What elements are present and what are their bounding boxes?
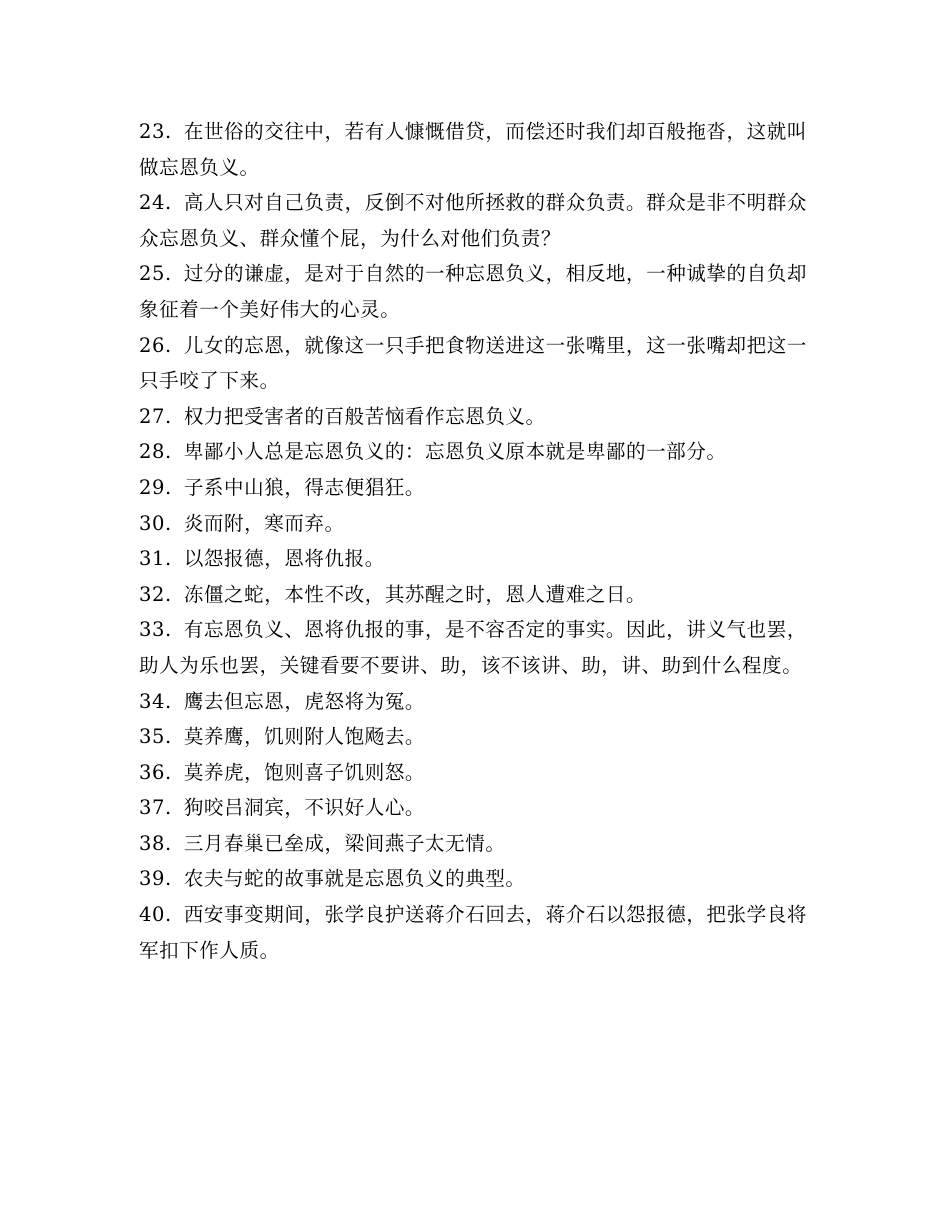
item-number: 36. [139, 760, 172, 784]
item-text: 权力把受害者的百般苦恼看作忘恩负义。 [183, 404, 546, 428]
item-number: 37. [139, 796, 172, 820]
item-number: 34. [139, 689, 172, 713]
item-text: 西安事变期间，张学良护送蒋介石回去，蒋介石以怨报德，把张学良将军扣下作人质。 [139, 903, 807, 962]
list-item [139, 185, 815, 256]
item-text: 农夫与蛇的故事就是忘恩负义的典型。 [183, 867, 526, 891]
item-number: 33. [139, 618, 172, 642]
item-text: 炎而附，寒而弃。 [183, 511, 345, 535]
item-text: 以怨报德，恩将仇报。 [183, 547, 385, 571]
item-text: 莫养鹰，饥则附人饱飏去。 [183, 725, 426, 749]
list-item [139, 755, 815, 791]
item-number: 32. [139, 582, 172, 606]
item-number: 39. [139, 867, 172, 891]
item-number: 35. [139, 725, 172, 749]
list-item [139, 897, 815, 968]
item-text: 鹰去但忘恩，虎怒将为冤。 [183, 689, 426, 713]
list-item [139, 541, 815, 577]
item-text: 冻僵之蛇，本性不改，其苏醒之时，恩人遭难之日。 [183, 582, 647, 606]
item-text: 莫养虎，饱则喜子饥则怒。 [183, 760, 426, 784]
item-number: 25. [139, 262, 172, 286]
list-item [139, 256, 815, 327]
list-item [139, 719, 815, 755]
item-number: 28. [139, 440, 172, 464]
list-item [139, 861, 815, 897]
item-text: 过分的谦虚，是对于自然的一种忘恩负义，相反地，一种诚挚的自负却象征着一个美好伟大的心灵。 [139, 262, 807, 321]
list-item [139, 506, 815, 542]
item-text: 三月春巢已垒成，梁间燕子太无情。 [183, 831, 506, 855]
item-text: 有忘恩负义、恩将仇报的事，是不容否定的事实。因此，讲义气也罢，助人为乐也罢，关键看要不要讲、助，该不该讲、助，讲、助到什么程度。 [139, 618, 807, 677]
quote-list [139, 114, 815, 968]
list-item [139, 114, 815, 185]
item-number: 23. [139, 120, 172, 143]
item-number: 29. [139, 475, 172, 499]
item-text: 儿女的忘恩，就像这一只手把食物送进这一张嘴里，这一张嘴却把这一只手咬了下来。 [139, 333, 807, 393]
item-number: 31. [139, 547, 172, 571]
list-item [139, 399, 815, 435]
item-text: 狗咬吕洞宾，不识好人心。 [183, 796, 426, 820]
item-text: 高人只对自己负责，反倒不对他所拯救的群众负责。群众是非不明群众众忘恩负义、群众懂个屁，为什么对他们负责？ [139, 191, 807, 250]
list-item [139, 790, 815, 826]
item-number: 40. [139, 903, 172, 927]
item-text: 子系中山狼，得志便猖狂。 [183, 475, 426, 499]
item-text: 在世俗的交往中，若有人慷慨借贷，而偿还时我们却百般拖沓，这就叫做忘恩负义。 [139, 120, 807, 179]
list-item [139, 826, 815, 862]
list-item [139, 434, 815, 470]
list-item [139, 577, 815, 613]
item-text: 卑鄙小人总是忘恩负义的：忘恩负义原本就是卑鄙的一部分。 [183, 440, 727, 464]
item-number: 24. [139, 191, 172, 215]
item-number: 27. [139, 404, 172, 428]
list-item [139, 470, 815, 506]
item-number: 26. [139, 333, 172, 357]
item-number: 38. [139, 831, 172, 855]
list-item [139, 684, 815, 720]
list-item [139, 612, 815, 683]
list-item [139, 328, 815, 399]
item-number: 30. [139, 511, 172, 535]
